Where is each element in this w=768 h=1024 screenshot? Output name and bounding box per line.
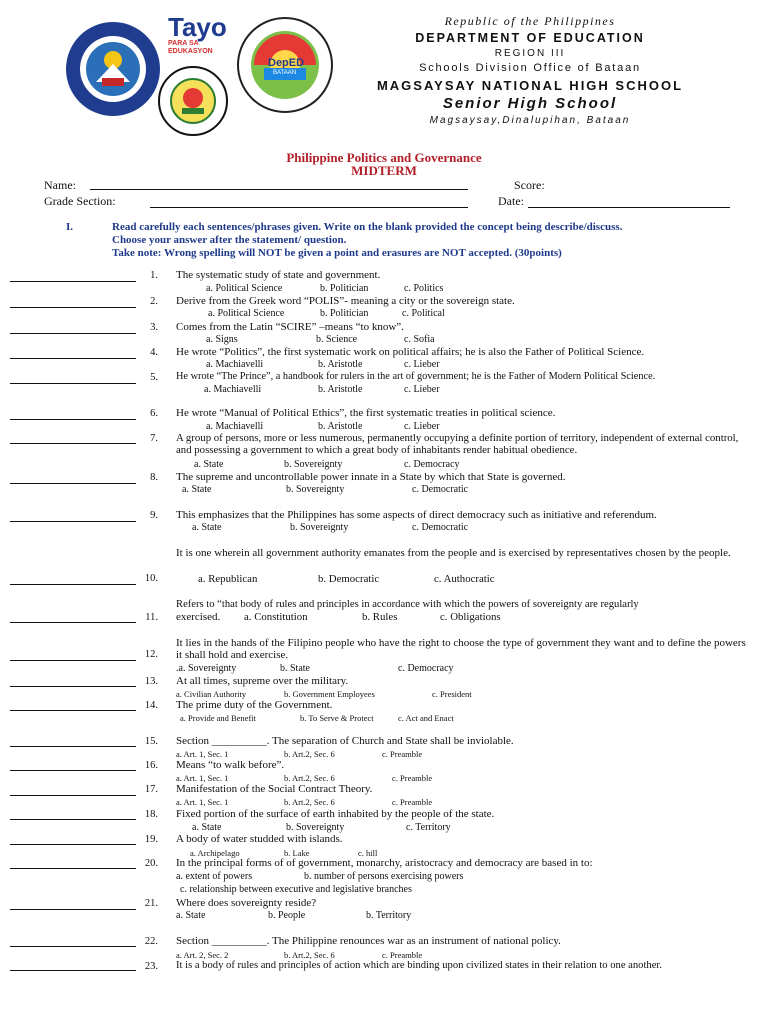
- option-b: b. Democratic: [318, 573, 380, 585]
- question-text: The prime duty of the Government.: [176, 699, 333, 711]
- answer-blank[interactable]: [10, 746, 136, 747]
- option-a: a. State: [182, 484, 212, 495]
- option-a: a. Political Science: [208, 308, 285, 319]
- option-c: c. Preamble: [392, 773, 433, 783]
- header-senior-high: Senior High School: [442, 95, 618, 112]
- tayo-logo: [168, 14, 240, 58]
- question-number: 9.: [150, 510, 158, 521]
- question-number: 17.: [144, 784, 158, 795]
- option-a: .a. Sovereignty: [176, 663, 237, 674]
- date-field[interactable]: [528, 207, 730, 208]
- option-b: b. Aristotle: [318, 421, 363, 432]
- letterhead: [0, 0, 768, 140]
- option-b: b. Rules: [362, 611, 398, 623]
- option-a: a. Machiavelli: [206, 359, 264, 370]
- option-c: c. Lieber: [404, 421, 440, 432]
- option-a: a. Signs: [206, 334, 238, 345]
- option-c: c. Lieber: [404, 359, 440, 370]
- tayo-logo-subtext: PARA SA EDUKASYON: [168, 40, 213, 55]
- option-a: a. State: [192, 822, 222, 833]
- question-number: 13.: [144, 676, 158, 687]
- question-number: 15.: [144, 736, 158, 747]
- answer-blank[interactable]: [10, 686, 136, 687]
- option-b: b. Sovereignty: [290, 522, 349, 533]
- option-a: a. Art. 1, Sec. 1: [176, 797, 229, 807]
- answer-blank[interactable]: [10, 483, 136, 484]
- option-a: a. Political Science: [206, 283, 283, 294]
- question-number: 6.: [150, 408, 158, 419]
- header-address: Magsaysay,Dinalupihan, Bataan: [429, 115, 631, 126]
- option-b: b. Art.2, Sec. 6: [284, 797, 335, 807]
- question-text: He wrote “Politics”, the first systematic work on political affairs; he is also the Father of Political Science.: [176, 346, 645, 358]
- answer-blank[interactable]: [10, 795, 136, 796]
- answer-blank[interactable]: [10, 970, 136, 971]
- option-a: a. extent of powers: [176, 871, 253, 882]
- answer-blank[interactable]: [10, 333, 136, 334]
- instructions-line-3: Take note: Wrong spelling will NOT be given a point and erasures are NOT accepted. (30points): [112, 247, 562, 259]
- answer-blank[interactable]: [10, 383, 136, 384]
- option-c: c. Authocratic: [434, 573, 495, 585]
- question-text: The systematic study of state and government.: [176, 269, 381, 281]
- instructions-line-1: Read carefully each sentences/phrases given. Write on the blank provided the concept being describe/discuss.: [112, 221, 623, 233]
- name-label: Name:: [44, 178, 76, 192]
- question-text: A group of persons, more or less numerous, permanently occupying a definite portion of territory, independent of external control, and possessing a government to which a great body of inhabitants render habitual obedience.: [176, 432, 739, 456]
- option-a: a. Machiavelli: [206, 421, 264, 432]
- answer-blank[interactable]: [10, 281, 136, 282]
- deped-logo-text: DepED: [268, 57, 305, 69]
- answer-blank[interactable]: [10, 521, 136, 522]
- option-a: a. Civilian Authority: [176, 689, 247, 699]
- option-c: c. hill: [358, 848, 378, 858]
- question-number: 23.: [144, 961, 158, 972]
- question-number: 16.: [144, 760, 158, 771]
- option-c: c. Politics: [404, 283, 444, 294]
- option-a: a. State: [176, 910, 206, 921]
- question-number: 1.: [150, 270, 158, 281]
- exam-type-title: MIDTERM: [351, 163, 417, 178]
- option-a: a. State: [192, 522, 222, 533]
- option-b: b. Lake: [284, 848, 310, 858]
- grade-section-field[interactable]: [150, 207, 468, 208]
- question-text: Fixed portion of the surface of earth inhabited by the people of the state.: [176, 808, 495, 820]
- answer-blank[interactable]: [10, 443, 136, 444]
- option-c: c. Democratic: [412, 522, 469, 533]
- answer-blank[interactable]: [10, 909, 136, 910]
- option-b: b. Aristotle: [318, 384, 363, 395]
- option-c: c. Preamble: [392, 797, 433, 807]
- question-text: He wrote “Manual of Political Ethics”, the first systematic treaties in political science.: [176, 407, 556, 419]
- option-a: a. Provide and Benefit: [180, 713, 257, 723]
- option-a: a. Machiavelli: [204, 384, 262, 395]
- option-b: b. Sovereignty: [286, 484, 345, 495]
- option-b: b. Aristotle: [318, 359, 363, 370]
- option-b: b. Art.2, Sec. 6: [284, 950, 335, 960]
- question-number: 5.: [150, 372, 158, 383]
- question-number: 4.: [150, 347, 158, 358]
- option-c: c. relationship between executive and legislative branches: [180, 884, 412, 895]
- name-field[interactable]: [90, 189, 468, 190]
- answer-blank[interactable]: [10, 710, 136, 711]
- question-number: 3.: [150, 322, 158, 333]
- question-text: Refers to “that body of rules and principles in accordance with which the powers of sovereignty are regularly: [176, 599, 639, 610]
- answer-blank[interactable]: [10, 770, 136, 771]
- section-number: I.: [66, 221, 74, 233]
- question-number: 12.: [144, 649, 158, 660]
- tayo-logo-text: Tayo: [168, 12, 227, 42]
- option-b: b. Politician: [320, 308, 369, 319]
- header-region: REGION III: [494, 48, 566, 59]
- option-c: c. Preamble: [382, 950, 423, 960]
- option-b: b. Science: [316, 334, 358, 345]
- option-b: b. Sovereignty: [284, 459, 343, 470]
- option-c: c. Democratic: [412, 484, 469, 495]
- option-a: a. Republican: [198, 573, 258, 585]
- option-c: c. Sofia: [404, 334, 435, 345]
- answer-blank[interactable]: [10, 868, 136, 869]
- exam-subject-title: Philippine Politics and Governance: [286, 150, 482, 165]
- option-c: c. Democracy: [404, 459, 460, 470]
- question-number: 18.: [144, 809, 158, 820]
- option-c: b. Territory: [366, 910, 412, 921]
- option-a: a. Art. 2, Sec. 2: [176, 950, 229, 960]
- answer-blank[interactable]: [10, 844, 136, 845]
- question-text: In the principal forms of of government, monarchy, aristocracy and democracy are based in to:: [176, 857, 593, 869]
- answer-blank[interactable]: [10, 819, 136, 820]
- option-b: b. Sovereignty: [286, 822, 345, 833]
- option-c: c. Act and Enact: [398, 713, 454, 723]
- option-b: b. People: [268, 910, 306, 921]
- question-number: 11.: [145, 612, 158, 623]
- question-text: Section __________. The separation of Church and State shall be inviolable.: [176, 735, 514, 747]
- question-number: 8.: [150, 472, 158, 483]
- question-number: 19.: [144, 834, 158, 845]
- question-text: Comes from the Latin “SCIRE” –means “to know”.: [176, 321, 404, 333]
- question-text: He wrote “The Prince”, a handbook for rulers in the art of government; he is the Father of Modern Political Science.: [176, 371, 656, 382]
- question-text: Where does sovereignty reside?: [176, 897, 317, 909]
- question-text: A body of water studded with islands.: [176, 833, 343, 845]
- question-number: 21.: [144, 898, 158, 909]
- question-number: 2.: [150, 296, 158, 307]
- answer-blank[interactable]: [10, 307, 136, 308]
- question-text: It is one wherein all government authority emanates from the people and is exercised by representatives chosen by the people.: [176, 547, 731, 559]
- question-text: It is a body of rules and principles of action which are binding upon civilized states in their relation to one another.: [176, 960, 663, 971]
- header-division: Schools Division Office of Bataan: [419, 62, 641, 74]
- deped-logo-subtext: BATAAN: [273, 70, 297, 76]
- option-a: a. State: [194, 459, 224, 470]
- question-number: 14.: [144, 700, 158, 711]
- option-b: b. Government Employees: [284, 689, 375, 699]
- option-b: b. number of persons exercising powers: [304, 871, 464, 882]
- option-c: c. Lieber: [404, 384, 440, 395]
- question-text: This emphasizes that the Philippines has some aspects of direct democracy such as initiative and referendum.: [176, 509, 657, 521]
- answer-blank[interactable]: [10, 358, 136, 359]
- option-b: b. Politician: [320, 283, 369, 294]
- header-department: DEPARTMENT OF EDUCATION: [415, 31, 645, 45]
- answer-blank[interactable]: [10, 946, 136, 947]
- question-text: It lies in the hands of the Filipino people who have the right to choose the type of government they want and to define the powers it shall hold and exercise.: [176, 637, 746, 661]
- question-text: At all times, supreme over the military.: [176, 675, 349, 687]
- option-c: c. Political: [402, 308, 445, 319]
- answer-blank[interactable]: [10, 622, 136, 623]
- question-text: Manifestation of the Social Contract Theory.: [176, 783, 373, 795]
- option-c: c. Preamble: [382, 749, 423, 759]
- answer-blank[interactable]: [10, 660, 136, 661]
- option-b: b. Art.2, Sec. 6: [284, 773, 335, 783]
- option-b: b. Art.2, Sec. 6: [284, 749, 335, 759]
- header-school-name: MAGSAYSAY NATIONAL HIGH SCHOOL: [376, 78, 684, 93]
- question-text: Derive from the Greek word “POLIS”- meaning a city or the sovereign state.: [176, 295, 515, 307]
- answer-blank[interactable]: [10, 419, 136, 420]
- grade-section-label: Grade Section:: [44, 194, 116, 208]
- header-republic: Republic of the Philippines: [444, 14, 616, 28]
- question-text: Section __________. The Philippine renounces war as an instrument of national policy.: [176, 935, 561, 947]
- answer-blank[interactable]: [10, 584, 136, 585]
- question-text-continued: exercised.: [176, 611, 221, 623]
- instructions-line-2: Choose your answer after the statement/ question.: [112, 234, 347, 246]
- option-c: c. President: [432, 689, 472, 699]
- option-c: c. Territory: [406, 822, 451, 833]
- question-number: 22.: [144, 936, 158, 947]
- option-c: c. Democracy: [398, 663, 454, 674]
- question-text: Means “to walk before”.: [176, 759, 285, 771]
- option-b: b. To Serve & Protect: [300, 713, 374, 723]
- option-a: a. Constitution: [244, 611, 308, 623]
- option-c: c. Obligations: [440, 611, 501, 623]
- date-label: Date:: [498, 194, 524, 208]
- deped-seal-logo: [64, 20, 162, 118]
- option-a: a. Art. 1, Sec. 1: [176, 749, 229, 759]
- option-a: a. Art. 1, Sec. 1: [176, 773, 229, 783]
- option-a: a. Archipelago: [190, 848, 240, 858]
- school-seal-logo: [158, 66, 228, 136]
- question-number: 7.: [150, 433, 158, 444]
- question-number: 20.: [144, 858, 158, 869]
- deped-bataan-seal-logo: [236, 16, 334, 114]
- option-b: b. State: [280, 663, 310, 674]
- score-label: Score:: [514, 178, 545, 192]
- question-text: The supreme and uncontrollable power innate in a State by which that State is governed.: [176, 471, 566, 483]
- question-number: 10.: [144, 573, 158, 584]
